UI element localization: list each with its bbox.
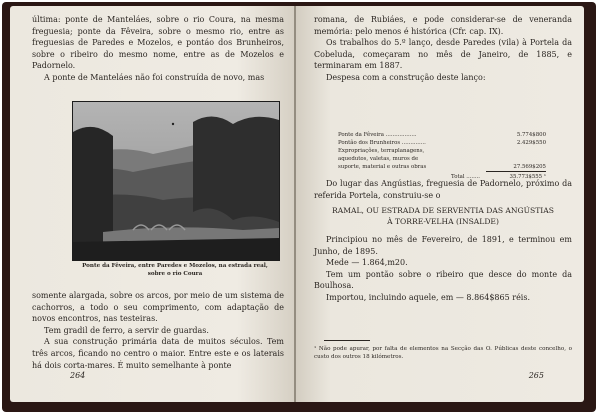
heading-line: À TORRE-VELHA (INSALDE)	[387, 216, 499, 226]
bridge-photo	[72, 101, 280, 261]
page-number: 265	[528, 371, 544, 380]
section-heading	[314, 206, 572, 227]
table-label: suporte, material e outras obras	[338, 164, 427, 170]
paragraph: última: ponte de Manteláes, sobre o rio Coura, na mesma freguesia; ponte da Fêveira, sobre o mesmo rio, entre as freguesias de Paredes e Mozelos, e pontáo dos Brunheiros, sobre o ribeiro do mesmo nome, entre as de Mozelos e Padornelo.	[32, 15, 284, 71]
paragraph: A ponte de Manteláes não foi construída de novo, mas	[44, 72, 265, 82]
footnote-rule	[324, 340, 370, 341]
table-value	[486, 155, 546, 163]
table-row	[338, 163, 558, 171]
table-value: 2.429$550	[516, 140, 546, 146]
right-top-text	[314, 14, 572, 84]
table-label: Expropriações, terraplanagens,	[338, 148, 425, 154]
table-value	[486, 147, 546, 155]
caption-line: sobre o rio Coura	[147, 271, 203, 277]
caption-line: Ponte da Fêveira, entre Paredes e Mozelos, na estrada real,	[82, 263, 268, 269]
table-row	[338, 131, 558, 139]
table-total-value: 35.773$555 ¹	[509, 174, 546, 180]
paragraph: Principiou no mês de Fevereiro, de 1891, e terminou em Junho, de 1895.	[314, 235, 572, 256]
right-bottom-text	[314, 234, 572, 304]
page-number: 264	[70, 371, 86, 380]
bridge-photo-image	[73, 102, 279, 260]
table-row	[338, 155, 558, 163]
right-middle-text	[314, 178, 572, 201]
left-bottom-text	[32, 290, 284, 371]
table-label: Ponte da Fêveira ..................	[338, 132, 417, 138]
paragraph: Tem um pontão sobre o ribeiro que desce do monte da Boulhosa.	[314, 269, 572, 291]
table-label: Pontão dos Brunheiros ..............	[338, 140, 426, 146]
photo-caption	[72, 262, 278, 278]
left-top-text	[32, 14, 284, 84]
left-page	[10, 6, 294, 402]
heading-line: RAMAL, OU ESTRADA DE SERVENTIA DAS ANGÚSTIAS	[332, 206, 554, 215]
paragraph: Mede — 1.864,m20.	[326, 258, 408, 268]
table-label: aquedutos, valetas, muros de	[338, 156, 419, 162]
paragraph: Despesa com a construção deste lanço:	[326, 72, 486, 82]
table-row	[338, 139, 558, 147]
paragraph: Importou, incluindo aquele, em — 8.864$865 réis.	[326, 292, 531, 302]
right-page	[296, 6, 584, 402]
paragraph: romana, de Rubiáes, e pode considerar-se de veneranda memória: pelo menos é histórica (Cfr. cap. IX).	[314, 15, 572, 36]
paragraph: A sua construção primária data de muitos séculos. Tem três arcos, ficando no centro o maior. Entre este e os laterais há dois corta-mares. É muito semelhante à ponte	[32, 337, 284, 370]
table-row	[338, 147, 558, 155]
paragraph: somente alargada, sobre os arcos, por meio de um sistema de cachorros, a todo o seu comprimento, com adaptação de novos encontros, nas testeiras.	[32, 291, 284, 324]
table-value: 27.569$205	[513, 164, 546, 170]
table-total-label: Total ........	[451, 174, 480, 180]
paragraph: Os trabalhos do 5.º lanço, desde Paredes (vila) à Portela da Cobeluda, começaram no mês de Janeiro, de 1885, e terminaram em 1887.	[314, 38, 572, 71]
paragraph: Do lugar das Angústias, freguesia de Padornelo, próximo da referida Portela, construiu-se o	[314, 179, 572, 200]
paragraph: Tem gradil de ferro, a servir de guardas.	[44, 325, 209, 335]
footnote: ¹ Não pode apurar, por falta de elementos na Secção das O. Públicas deste concelho, o custo dos outros 18 kilómetros.	[314, 346, 572, 360]
table-value: 5.774$800	[516, 132, 546, 138]
expense-table	[338, 131, 558, 181]
